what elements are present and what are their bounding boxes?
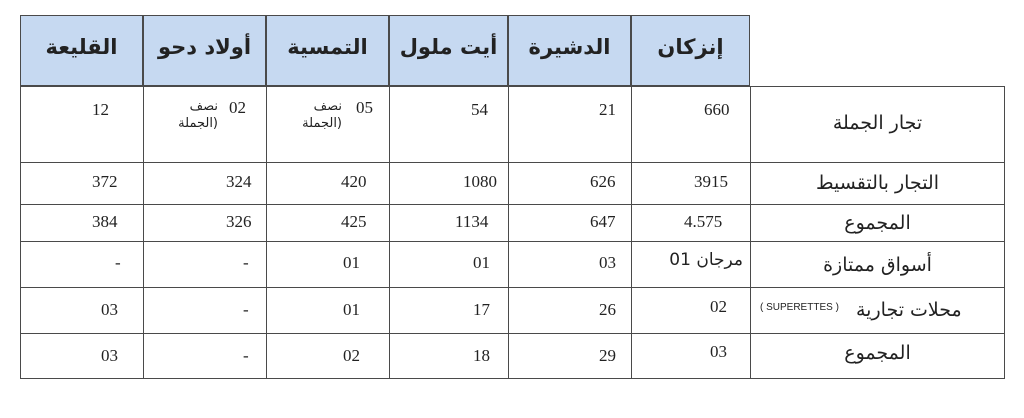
table-cell: 03 <box>101 346 118 365</box>
table-cell: - <box>243 253 249 272</box>
grid-line <box>20 378 1005 379</box>
table-cell: 420 <box>341 172 367 191</box>
table-cell: 384 <box>92 212 118 231</box>
table-cell: 01 <box>343 253 360 272</box>
row-label: المجموع <box>844 212 911 234</box>
table-cell: 626 <box>590 172 616 191</box>
table-cell: 326 <box>226 212 252 231</box>
row-label-note: ( SUPERETTES ) <box>760 302 839 313</box>
cell-note: نصف (الجملة <box>178 99 218 131</box>
table-cell: 3915 <box>694 172 728 191</box>
header-cell: أولاد دحو <box>143 15 266 86</box>
table-cell: - <box>243 346 249 365</box>
grid-line <box>20 162 1005 163</box>
table-cell: 01 <box>473 253 490 272</box>
grid-line <box>20 86 1005 87</box>
header-cell: أيت ملول <box>389 15 508 86</box>
grid-line <box>20 204 1005 205</box>
table-cell: - <box>243 300 249 319</box>
row-label: محلات تجارية <box>856 299 962 321</box>
header-cell: القليعة <box>20 15 143 86</box>
table-cell: 1134 <box>455 212 489 231</box>
grid-line <box>143 86 144 379</box>
table-cell: 4.575 <box>684 212 723 231</box>
grid-line <box>20 86 21 379</box>
table-cell: 21 <box>599 100 616 119</box>
grid-line <box>20 241 1005 242</box>
table-cell: 03 <box>101 300 118 319</box>
grid-line <box>389 86 390 379</box>
table-cell: 324 <box>226 172 252 191</box>
table-cell: 03 <box>710 342 727 361</box>
row-label: التجار بالتقسيط <box>816 172 939 194</box>
table-cell: 02 <box>710 297 727 316</box>
grid-line <box>631 86 632 379</box>
table-cell: 02 <box>229 98 246 117</box>
table-cell: 26 <box>599 300 616 319</box>
header-cell: إنزكان <box>631 15 750 86</box>
grid-line <box>20 287 1005 288</box>
table-cell: 1080 <box>463 172 497 191</box>
header-cell: التمسية <box>266 15 389 86</box>
table-cell: 660 <box>704 100 730 119</box>
table-cell: 02 <box>343 346 360 365</box>
table-cell: 372 <box>92 172 118 191</box>
table-cell: 01 <box>343 300 360 319</box>
table-cell: 05 <box>356 98 373 117</box>
grid-line <box>508 86 509 379</box>
table-cell: 18 <box>473 346 490 365</box>
row-label: المجموع <box>844 342 911 364</box>
grid-line <box>1004 86 1005 379</box>
table-cell: 54 <box>471 100 488 119</box>
row-label: أسواق ممتازة <box>823 254 932 276</box>
table-cell: مرجان 01 <box>669 250 743 270</box>
table-cell: 425 <box>341 212 367 231</box>
cell-note: نصف (الجملة <box>302 99 342 131</box>
table-cell: 29 <box>599 346 616 365</box>
table-cell: 12 <box>92 100 109 119</box>
grid-line <box>266 86 267 379</box>
table-cell: 03 <box>599 253 616 272</box>
row-label: تجار الجملة <box>832 112 923 134</box>
table-cell: 647 <box>590 212 616 231</box>
table-cell: - <box>115 253 121 272</box>
table-cell: 17 <box>473 300 490 319</box>
header-cell: الدشيرة <box>508 15 631 86</box>
grid-line <box>20 333 1005 334</box>
